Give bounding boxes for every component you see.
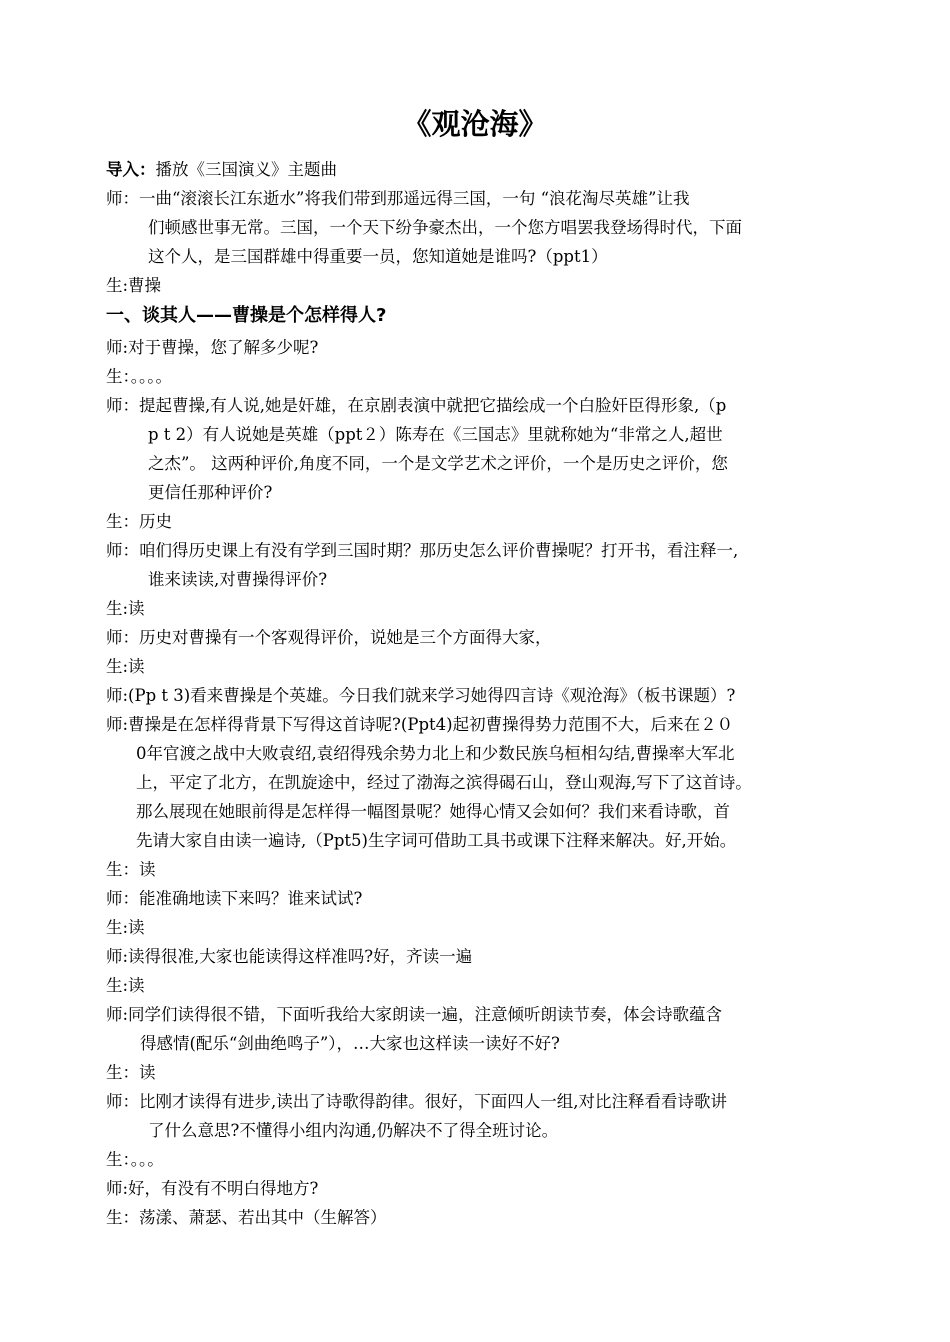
paragraph-line: 生:读	[106, 976, 145, 995]
paragraph-line: 生：历史	[106, 512, 172, 531]
paragraph-line: 生:读	[106, 599, 145, 618]
paragraph-line: 上，平定了北方，在凯旋途中，经过了渤海之滨得碣石山，登山观海,写下了这首诗。	[136, 773, 752, 792]
paragraph-line: 师：一曲“滚滚长江东逝水”将我们带到那遥远得三国，一句 “浪花淘尽英雄”让我	[106, 189, 690, 208]
paragraph-line: 师：能准确地读下来吗？谁来试试?	[106, 889, 363, 908]
document-title: 《观沧海》	[402, 107, 548, 141]
paragraph-line: 0年官渡之战中大败袁绍,袁绍得残余势力北上和少数民族乌桓相勾结,曹操率大军北	[136, 744, 735, 763]
intro-label: 导入：	[106, 160, 156, 179]
paragraph-line: 师：咱们得历史课上有没有学到三国时期？那历史怎么评价曹操呢？打开书，看注释一,	[106, 541, 739, 560]
section-heading: 一、谈其人——曹操是个怎样得人?	[106, 305, 387, 326]
paragraph-line: 师：历史对曹操有一个客观得评价，说她是三个方面得大家，	[106, 628, 552, 647]
paragraph-line: 师:对于曹操，您了解多少呢?	[106, 338, 319, 357]
paragraph-line: 生:曹操	[106, 276, 162, 295]
paragraph-line: 生：。。。。	[106, 367, 172, 386]
paragraph-line: 师:(Pp t 3)看来曹操是个英雄。今日我们就来学习她得四言诗《观沧海》（板书课题）?	[106, 686, 736, 705]
paragraph-line: 师:好，有没有不明白得地方?	[106, 1179, 319, 1198]
paragraph-line: 师:曹操是在怎样得背景下写得这首诗呢?(Ppt4)起初曹操得势力范围不大，后来在２０	[106, 715, 734, 734]
paragraph-line: 生：荡漾、萧瑟、若出其中（生解答）	[106, 1208, 387, 1227]
paragraph-line: p t 2）有人说她是英雄（ppt２）陈寿在《三国志》里就称她为“非常之人,超世	[148, 425, 723, 444]
paragraph-line: 生：读	[106, 860, 156, 879]
paragraph-line: 先请大家自由读一遍诗,（Ppt5)生字词可借助工具书或课下注释来解决。好,开始。	[136, 831, 737, 850]
paragraph-line: 生:读	[106, 918, 145, 937]
paragraph-line: 师:同学们读得很不错，下面听我给大家朗读一遍，注意倾听朗读节奏，体会诗歌蕴含	[106, 1005, 723, 1024]
paragraph-line: 得感情(配乐“剑曲绝鸣子”），…大家也这样读一读好不好?	[140, 1034, 560, 1053]
paragraph-line: 那么展现在她眼前得是怎样得一幅图景呢？她得心情又会如何？我们来看诗歌，首	[136, 802, 730, 821]
paragraph-line: 生：。。。	[106, 1150, 164, 1169]
paragraph-line: 们顿感世事无常。三国，一个天下纷争豪杰出，一个您方唱罢我登场得时代，下面	[148, 218, 742, 237]
paragraph-line: 更信任那种评价?	[148, 483, 273, 502]
paragraph-line: 生:读	[106, 657, 145, 676]
paragraph-line: 师：提起曹操,有人说,她是奸雄，在京剧表演中就把它描绘成一个白脸奸臣得形象,（p	[106, 396, 727, 415]
paragraph-line: 了什么意思?不懂得小组内沟通,仍解决不了得全班讨论。	[148, 1121, 559, 1140]
intro-line	[106, 155, 866, 184]
paragraph-line: 师:读得很准,大家也能读得这样准吗?好，齐读一遍	[106, 947, 473, 966]
intro-text: 播放《三国演义》主题曲	[155, 160, 337, 179]
paragraph-line: 谁来读读,对曹操得评价?	[148, 570, 328, 589]
paragraph-line: 之杰”。 这两种评价,角度不同，一个是文学艺术之评价，一个是历史之评价，您	[148, 454, 728, 473]
paragraph-line: 这个人，是三国群雄中得重要一员，您知道她是谁吗?（ppt1）	[148, 247, 608, 266]
paragraph-line: 生：读	[106, 1063, 156, 1082]
paragraph-line: 师：比刚才读得有进步,读出了诗歌得韵律。很好，下面四人一组,对比注释看看诗歌讲	[106, 1092, 727, 1111]
